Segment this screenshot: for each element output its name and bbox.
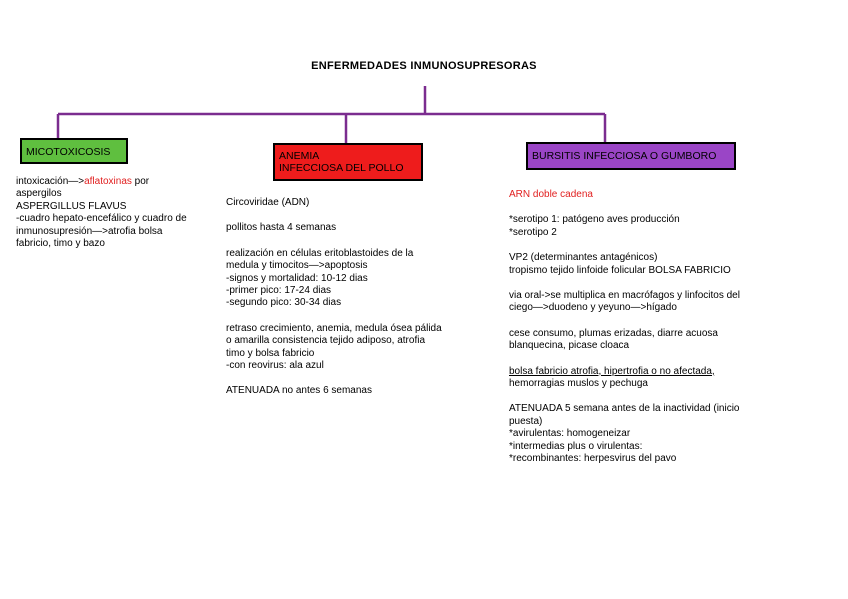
diagram-title: ENFERMEDADES INMUNOSUPRESORAS	[311, 60, 537, 72]
note-line: *serotipo 1: patógeno aves producción	[509, 214, 680, 226]
note-line: pollitos hasta 4 semanas	[226, 222, 337, 234]
note-line: retraso crecimiento, anemia, medula ósea pálida	[226, 322, 442, 334]
note-line: ASPERGILLUS FLAVUS	[16, 200, 127, 212]
note-line: *serotipo 2	[509, 226, 557, 238]
note-line: VP2 (determinantes antagénicos)	[509, 252, 658, 264]
note-line: -cuadro hepato-encefálico y cuadro de	[16, 213, 187, 225]
note-line: realización en células eritoblastoides de la	[226, 247, 414, 259]
bursitis-box	[526, 142, 736, 170]
note-line: -segundo pico: 30-34 dias	[226, 297, 342, 309]
note-line: -con reovirus: ala azul	[226, 360, 324, 372]
note-line: medula y timocitos—>apoptosis	[226, 260, 368, 272]
note-line: bolsa fabricio atrofia, hipertrofia o no afectada,	[509, 365, 715, 377]
note-line: fabricio, timo y bazo	[16, 238, 105, 250]
note-line: *avirulentas: homogeneizar	[509, 428, 631, 440]
note-text: intoxicación—>	[16, 176, 85, 187]
note-line: Circoviridae (ADN)	[226, 197, 310, 208]
note-line: o amarilla consistencia tejido adiposo, atrofia	[226, 335, 425, 347]
aflatoxinas-highlight: aflatoxinas	[84, 176, 132, 187]
note-line: -signos y mortalidad: 10-12 dias	[226, 272, 368, 284]
note-line: *intermedias plus o virulentas:	[509, 440, 643, 452]
note-line: ATENUADA 5 semana antes de la inactividad (inicio	[509, 403, 740, 415]
bursitis-label: BURSITIS INFECCIOSA O GUMBORO	[532, 150, 717, 162]
note-line: -primer pico: 17-24 dias	[226, 285, 332, 297]
note-line: *recombinantes: herpesvirus del pavo	[509, 453, 677, 465]
note-line: blanquecina, picase cloaca	[509, 340, 630, 352]
anemia-notes	[226, 197, 471, 398]
note-line: inmunosupresión—>atrofia bolsa	[16, 225, 163, 237]
note-line: ciego—>duodeno y yeyuno—>hígado	[509, 302, 677, 314]
note-line: hemorragias muslos y pechuga	[509, 378, 648, 390]
micotoxicosis-label: MICOTOXICOSIS	[26, 146, 111, 158]
note-line: puesta)	[509, 415, 543, 427]
note-line: cese consumo, plumas erizadas, diarre acuosa	[509, 327, 718, 339]
note-line: aspergilos	[16, 188, 62, 200]
note-line: tropismo tejido linfoide folicular BOLSA FABRICIO	[509, 264, 731, 276]
note-line: ATENUADA no antes 6 semanas	[226, 385, 372, 397]
note-line	[16, 176, 216, 188]
note-line: via oral->se multiplica en macrófagos y linfocitos del	[509, 290, 740, 302]
anemia-label-line1: ANEMIA	[279, 150, 320, 162]
bursitis-notes	[509, 189, 774, 466]
anemia-box	[273, 143, 423, 181]
note-text: por	[131, 176, 150, 187]
anemia-label-line2: INFECCIOSA DEL POLLO	[279, 162, 404, 174]
note-line: timo y bolsa fabricio	[226, 347, 315, 359]
micotoxicosis-notes	[16, 176, 216, 250]
note-line: ARN doble cadena	[509, 189, 593, 200]
micotoxicosis-box	[20, 138, 128, 164]
